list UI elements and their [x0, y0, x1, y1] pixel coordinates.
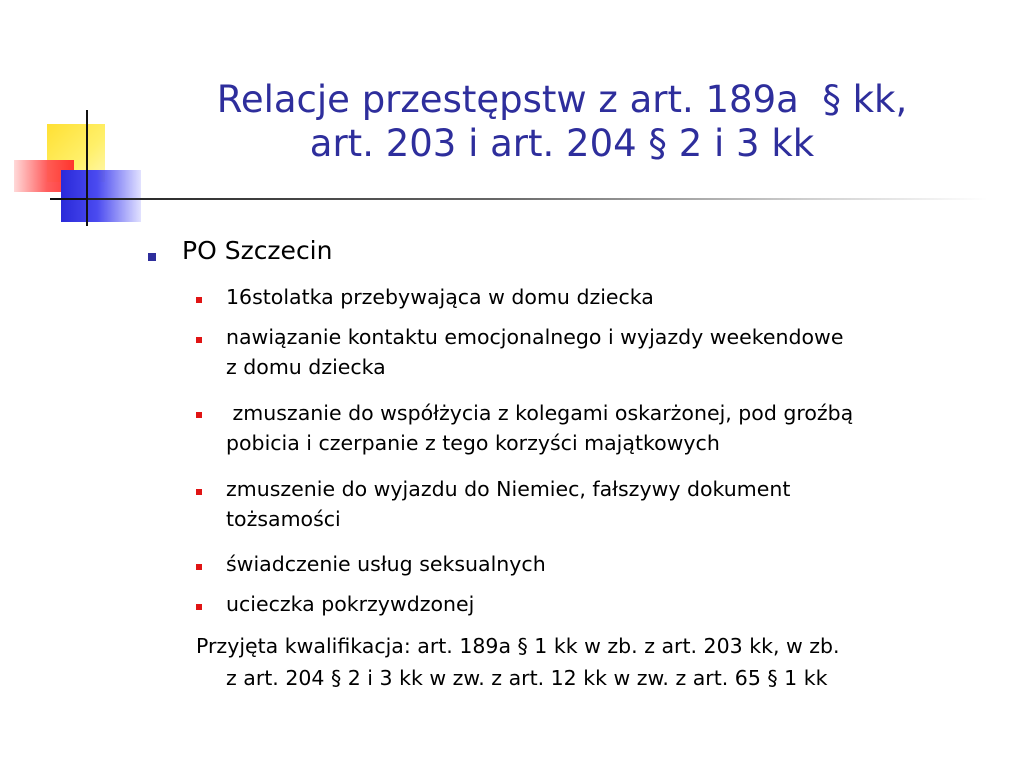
section-heading: PO Szczecin	[182, 236, 333, 265]
title-line-1: Relacje przestępstw z art. 189a § kk,	[216, 78, 908, 121]
logo-blue-square	[61, 170, 141, 222]
logo-vertical-line	[86, 110, 88, 226]
qualification-text	[196, 630, 1006, 694]
list-item: świadczenie usług seksualnych	[226, 552, 546, 576]
level2-bullet-icon	[196, 337, 202, 343]
title-line-2: art. 203 i art. 204 § 2 i 3 kk	[309, 122, 815, 165]
level2-bullet-icon	[196, 489, 202, 495]
list-item: zmuszenie do wyjazdu do Niemiec, fałszywy dokument tożsamości	[226, 477, 791, 531]
level2-bullet-icon	[196, 412, 202, 418]
level2-bullet-icon	[196, 564, 202, 570]
level2-bullet-icon	[196, 604, 202, 610]
qualification-line-2: z art. 204 § 2 i 3 kk w zw. z art. 12 kk w zw. z art. 65 § 1 kk	[226, 666, 828, 690]
slide-title	[120, 78, 1004, 166]
level1-bullet-icon	[148, 253, 156, 261]
list-item: zmuszanie do współżycia z kolegami oskarżonej, pod groźbą pobicia i czerpanie z tego korzyści majątkowych	[226, 401, 854, 455]
list-item: ucieczka pokrzywdzonej	[226, 592, 475, 616]
level2-bullet-icon	[196, 297, 202, 303]
title-divider	[88, 198, 988, 200]
list-item: 16stolatka przebywająca w domu dziecka	[226, 285, 654, 309]
qualification-line-1: Przyjęta kwalifikacja: art. 189a § 1 kk w zb. z art. 203 kk, w zb.	[196, 634, 840, 658]
list-item: nawiązanie kontaktu emocjonalnego i wyjazdy weekendowe z domu dziecka	[226, 325, 844, 379]
